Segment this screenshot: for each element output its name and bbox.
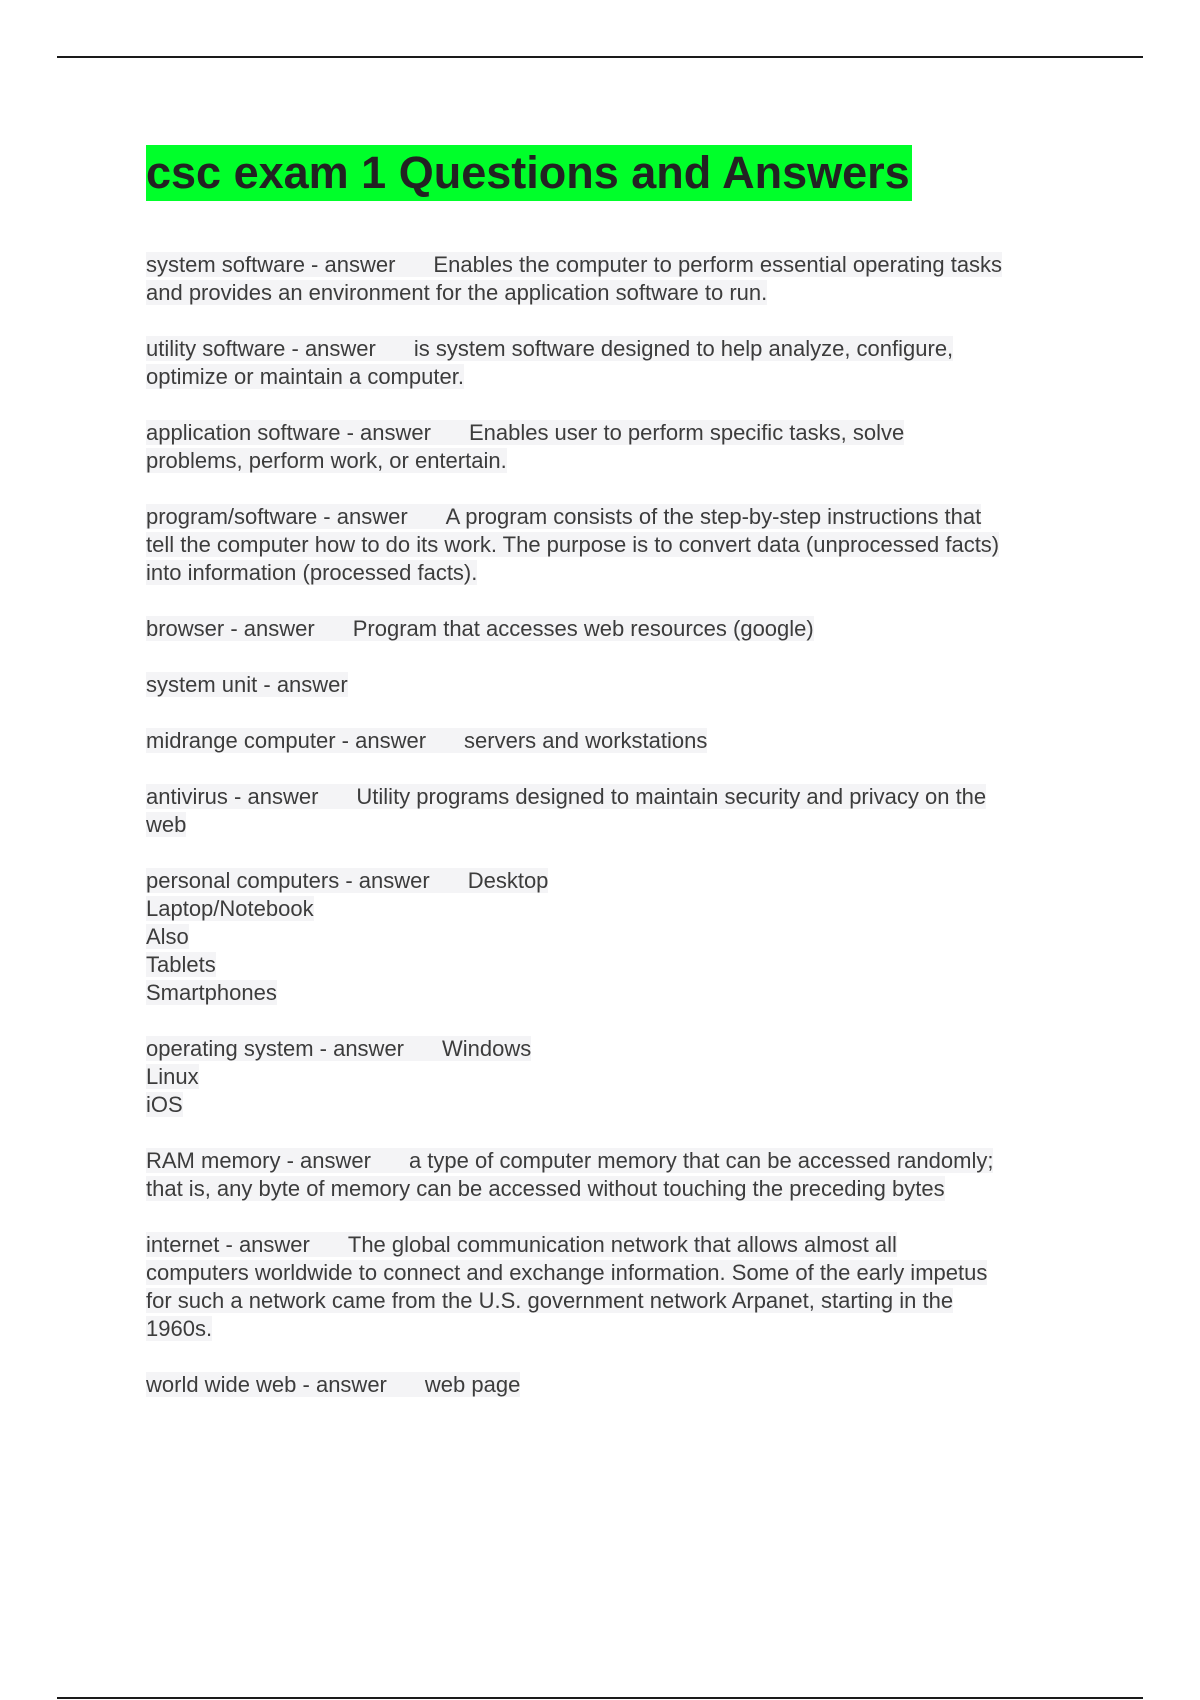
qa-entry	[146, 503, 1086, 587]
qa-entry	[146, 1371, 1086, 1399]
qa-entry	[146, 1231, 1086, 1343]
qa-answer-text: that is, any byte of memory can be accessed without touching the preceding bytes	[146, 1176, 945, 1201]
qa-answer-text: Laptop/Notebook	[146, 896, 314, 921]
qa-answer-text: Enables user to perform specific tasks, solve	[468, 420, 905, 445]
qa-term: application software	[146, 420, 341, 445]
qa-answer-label: - answer	[317, 504, 408, 529]
qa-entry	[146, 727, 1086, 755]
qa-first-line	[146, 1147, 1086, 1175]
qa-answer-label: - answer	[340, 420, 431, 445]
qa-entry	[146, 783, 1086, 839]
qa-term: personal computers	[146, 868, 340, 893]
qa-first-line	[146, 783, 1086, 811]
qa-term: world wide web	[146, 1372, 297, 1397]
qa-list	[146, 251, 1086, 1399]
qa-answer-label: - answer	[224, 616, 315, 641]
qa-answer-text: iOS	[146, 1092, 183, 1117]
qa-answer-line	[146, 923, 1086, 951]
qa-answer-text: tell the computer how to do its work. The purpose is to convert data (unprocessed facts)	[146, 532, 1000, 557]
qa-first-line	[146, 251, 1086, 279]
qa-answer-line	[146, 1315, 1086, 1343]
qa-answer-text: web page	[424, 1372, 521, 1397]
qa-answer-text: 1960s.	[146, 1316, 213, 1341]
qa-term: system unit	[146, 672, 258, 697]
qa-answer-text: Windows	[442, 1036, 532, 1061]
document-body	[146, 145, 1086, 1427]
bottom-rule	[57, 1697, 1143, 1699]
qa-answer-text: is system software designed to help analyze, configure,	[413, 336, 954, 361]
qa-answer-label: - answer	[296, 1372, 387, 1397]
qa-answer-text: Also	[146, 924, 189, 949]
qa-answer-label: - answer	[257, 672, 348, 697]
qa-answer-text: web	[146, 812, 187, 837]
qa-answer-label: - answer	[339, 868, 430, 893]
qa-term: operating system	[146, 1036, 314, 1061]
qa-first-line	[146, 335, 1086, 363]
qa-answer-text: and provides an environment for the application software to run.	[146, 280, 768, 305]
qa-first-line	[146, 503, 1086, 531]
qa-answer-text: Linux	[146, 1064, 199, 1089]
qa-answer-text: Program that accesses web resources (google)	[352, 616, 814, 641]
qa-answer-label: - answer	[285, 336, 376, 361]
qa-answer-text: The global communication network that allows almost all	[347, 1232, 897, 1257]
qa-entry	[146, 615, 1086, 643]
qa-term: system software	[146, 252, 305, 277]
qa-answer-label: - answer	[227, 784, 319, 809]
qa-answer-text: computers worldwide to connect and exchange information. Some of the early impetus	[146, 1260, 988, 1285]
qa-answer-line	[146, 363, 1086, 391]
qa-first-line	[146, 671, 1086, 699]
qa-answer-line	[146, 1091, 1086, 1119]
qa-term: internet	[146, 1232, 220, 1257]
qa-term: browser	[146, 616, 225, 641]
qa-answer-line	[146, 559, 1086, 587]
qa-answer-text: into information (processed facts).	[146, 560, 478, 585]
qa-answer-label: - answer	[335, 728, 427, 753]
qa-answer-text: Tablets	[146, 952, 216, 977]
qa-entry	[146, 335, 1086, 391]
top-rule	[57, 56, 1143, 58]
qa-first-line	[146, 615, 1086, 643]
qa-term: utility software	[146, 336, 286, 361]
qa-entry	[146, 671, 1086, 699]
qa-answer-line	[146, 811, 1086, 839]
qa-answer-label: - answer	[219, 1232, 310, 1257]
qa-answer-line	[146, 531, 1086, 559]
qa-answer-line	[146, 895, 1086, 923]
qa-answer-text: Enables the computer to perform essential operating tasks	[433, 252, 1003, 277]
qa-first-line	[146, 1371, 1086, 1399]
qa-answer-text: servers and workstations	[464, 728, 708, 753]
qa-entry	[146, 1035, 1086, 1119]
qa-answer-line	[146, 279, 1086, 307]
qa-first-line	[146, 419, 1086, 447]
qa-term: midrange computer	[146, 728, 336, 753]
qa-first-line	[146, 1231, 1086, 1259]
qa-answer-text: Desktop	[467, 868, 549, 893]
qa-answer-line	[146, 447, 1086, 475]
qa-entry	[146, 1147, 1086, 1203]
qa-answer-line	[146, 951, 1086, 979]
qa-answer-text: problems, perform work, or entertain.	[146, 448, 507, 473]
qa-term: antivirus	[146, 784, 228, 809]
qa-first-line	[146, 867, 1086, 895]
qa-answer-text: A program consists of the step-by-step instructions that	[445, 504, 982, 529]
qa-answer-line	[146, 1063, 1086, 1091]
qa-answer-line	[146, 1175, 1086, 1203]
qa-answer-line	[146, 1259, 1086, 1287]
qa-answer-label: - answer	[280, 1148, 371, 1173]
qa-term: RAM memory	[146, 1148, 281, 1173]
qa-answer-line	[146, 979, 1086, 1007]
page-title: csc exam 1 Questions and Answers	[146, 145, 912, 201]
qa-answer-text: optimize or maintain a computer.	[146, 364, 464, 389]
qa-entry	[146, 867, 1086, 1007]
qa-first-line	[146, 1035, 1086, 1063]
qa-answer-label: - answer	[304, 252, 396, 277]
qa-answer-line	[146, 1287, 1086, 1315]
qa-entry	[146, 419, 1086, 475]
qa-answer-text: Utility programs designed to maintain security and privacy on the	[356, 784, 987, 809]
qa-first-line	[146, 727, 1086, 755]
qa-answer-text: for such a network came from the U.S. government network Arpanet, starting in the	[146, 1288, 954, 1313]
qa-answer-label: - answer	[313, 1036, 405, 1061]
qa-answer-text: Smartphones	[146, 980, 277, 1005]
qa-term: program/software	[146, 504, 318, 529]
qa-entry	[146, 251, 1086, 307]
qa-answer-text: a type of computer memory that can be accessed randomly;	[408, 1148, 994, 1173]
